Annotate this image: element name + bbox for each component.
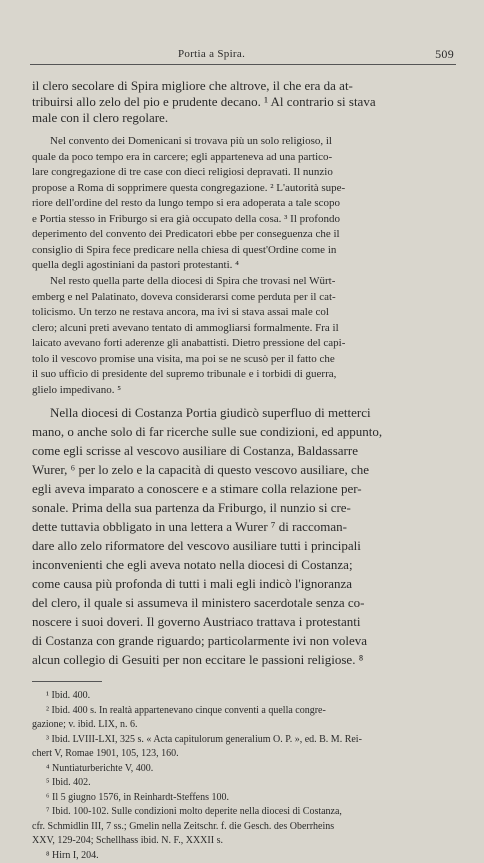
footnote-line: chert V, Romae 1901, 105, 123, 160. bbox=[32, 747, 456, 762]
footnotes bbox=[32, 689, 456, 863]
footnote-line: ² Ibid. 400 s. In realtà appartenevano cinque conventi a quella congre- bbox=[32, 704, 456, 719]
footnote-line: ⁵ Ibid. 402. bbox=[32, 776, 456, 791]
text-line: dette tuttavia obbligato in una lettera a Wurer ⁷ di raccoman- bbox=[32, 517, 456, 536]
text-line: deperimento del convento dei Predicatori ebbe per conseguenza che il bbox=[32, 227, 456, 243]
intro-paragraph bbox=[32, 78, 456, 126]
footnote-separator bbox=[32, 681, 102, 682]
footnote-line: ³ Ibid. LVIII-LXI, 325 s. « Acta capitulorum generalium O. P. », ed. B. M. Rei- bbox=[32, 733, 456, 748]
main-paragraph bbox=[32, 403, 456, 669]
text-line: alcun collegio di Gesuiti per non eccitare le passioni religiose. ⁸ bbox=[32, 650, 456, 669]
text-line: quella degli agostiniani da pastori protestanti. ⁴ bbox=[32, 258, 456, 274]
text-line: il suo ufficio di presidente del supremo tribunale e i torbidi di guerra, bbox=[32, 367, 456, 383]
text-line: come causa più profonda di tutti i mali egli indicò l'ignoranza bbox=[32, 574, 456, 593]
text-line: propose a Roma di sopprimere questa congregazione. ² L'autorità supe- bbox=[32, 181, 456, 197]
text-line: Wurer, ⁶ per lo zelo e la capacità di questo vescovo ausiliare, che bbox=[32, 460, 456, 479]
text-line: il clero secolare di Spira migliore che altrove, il che era da at- bbox=[32, 78, 456, 94]
footnote-line: cfr. Schmidlin III, 7 ss.; Gmelin nella Zeitschr. f. die Gesch. des Oberrheins bbox=[32, 820, 456, 835]
text-line: mano, o anche solo di far ricerche sulle sue condizioni, ed appunto, bbox=[32, 422, 456, 441]
footnote-line: XXV, 129-204; Schellhass ibid. N. F., XXXII s. bbox=[32, 834, 456, 849]
text-line: Nella diocesi di Costanza Portia giudicò superfluo di metterci bbox=[32, 403, 456, 422]
text-line: riore dell'ordine del resto da lungo tempo si era adoperata a tale scopo bbox=[32, 196, 456, 212]
text-line: egli aveva imparato a conoscere e a stimare colla relazione per- bbox=[32, 479, 456, 498]
footnote-line: ¹ Ibid. 400. bbox=[32, 689, 456, 704]
text-line: emberg e nel Palatinato, doveva considerarsi come perduta per il cat- bbox=[32, 290, 456, 306]
text-line: laicato avevano forti aderenze gli anabattisti. Dietro pressione del capi- bbox=[32, 336, 456, 352]
text-line: e Portia stesso in Friburgo si era già occupato della cosa. ³ Il profondo bbox=[32, 212, 456, 228]
text-line: quale da poco tempo era in carcere; egli apparteneva ad una partico- bbox=[32, 150, 456, 166]
quote-paragraph-1 bbox=[32, 134, 456, 274]
text-line: di Costanza con grande riguardo; particolarmente ivi non voleva bbox=[32, 631, 456, 650]
text-line: glielo impedivano. ⁵ bbox=[32, 383, 456, 399]
running-title: Portia a Spira. bbox=[178, 48, 245, 60]
text-line: tolo il vescovo promise una visita, ma poi se ne scusò per il fatto che bbox=[32, 352, 456, 368]
page-number: 509 bbox=[435, 47, 454, 62]
text-line: sonale. Prima della sua partenza da Friburgo, il nunzio si cre- bbox=[32, 498, 456, 517]
text-line: clero; alcuni preti avevano tentato di ammogliarsi formalmente. Fra il bbox=[32, 321, 456, 337]
footnote-line: ⁴ Nuntiaturberichte V, 400. bbox=[32, 762, 456, 777]
running-header bbox=[30, 46, 456, 65]
text-line: male con il clero regolare. bbox=[32, 110, 456, 126]
footnote-line: ⁶ Il 5 giugno 1576, in Reinhardt-Steffens 100. bbox=[32, 791, 456, 806]
text-line: noscere i suoi doveri. Il governo Austriaco trattava i protestanti bbox=[32, 612, 456, 631]
text-line: consiglio di Spira fece predicare nella chiesa di quest'Ordine come in bbox=[32, 243, 456, 259]
footnote-line: ⁸ Hirn I, 204. bbox=[32, 849, 456, 863]
text-line: Nel resto quella parte della diocesi di Spira che trovasi nel Würt- bbox=[32, 274, 456, 290]
text-line: inconvenienti che egli aveva notato nella diocesi di Costanza; bbox=[32, 555, 456, 574]
quote-paragraph-2 bbox=[32, 274, 456, 398]
text-line: del clero, il quale si assumeva il ministero sacerdotale senza co- bbox=[32, 593, 456, 612]
text-line: lare congregazione di tre case con dieci religiosi depravati. Il nunzio bbox=[32, 165, 456, 181]
text-line: dare allo zelo riformatore del vescovo ausiliare tutti i principali bbox=[32, 536, 456, 555]
text-line: Nel convento dei Domenicani si trovava più un solo religioso, il bbox=[32, 134, 456, 150]
text-line: come egli scrisse al vescovo ausiliare di Costanza, Baldassarre bbox=[32, 441, 456, 460]
footnote-line: gazione; v. ibid. LIX, n. 6. bbox=[32, 718, 456, 733]
footnote-line: ⁷ Ibid. 100-102. Sulle condizioni molto deperite nella diocesi di Costanza, bbox=[32, 805, 456, 820]
text-line: tribuirsi allo zelo del pio e prudente decano. ¹ Al contrario si stava bbox=[32, 94, 456, 110]
text-line: tolicismo. Un terzo ne restava ancora, ma ivi si stava assai male col bbox=[32, 305, 456, 321]
